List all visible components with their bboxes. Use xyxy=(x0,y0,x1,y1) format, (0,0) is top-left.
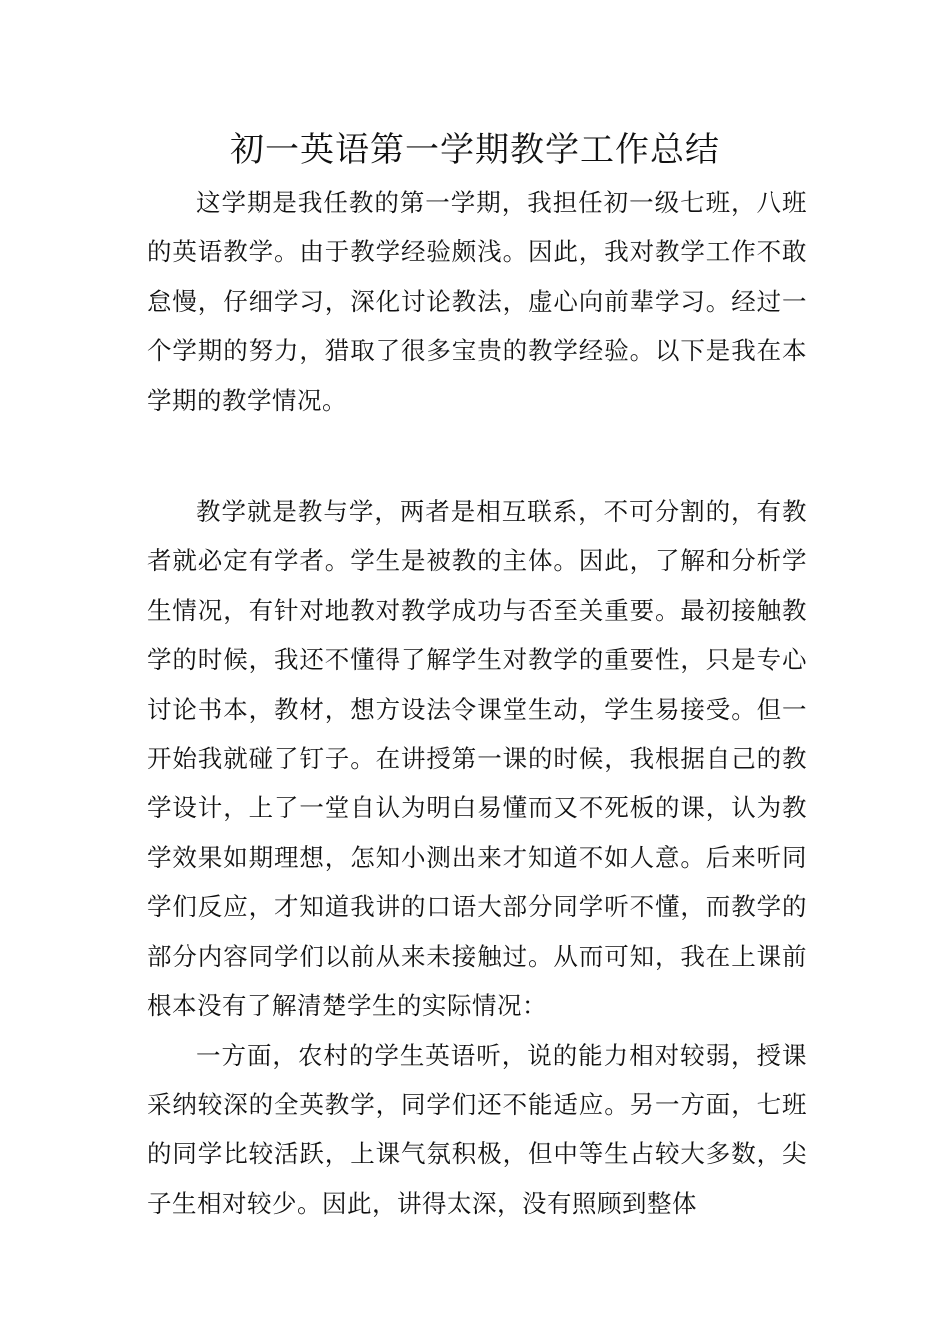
paragraph-teaching: 教学就是教与学，两者是相互联系，不可分割的，有教者就必定有学者。学生是被教的主体。因此，了解和分析学生情况，有针对地教对教学成功与否至关重要。最初接触教学的时候，我还不懂得了解学生对教学的重要性，只是专心讨论书本，教材，想方设法令课堂生动，学生易接受。但一开始我就碰了钉子。在讲授第一课的时候，我根据自己的教学设计，上了一堂自认为明白易懂而又不死板的课，认为教学效果如期理想，怎知小测出来才知道不如人意。后来听同学们反应，才知道我讲的口语大部分同学听不懂，而教学的部分内容同学们以前从来未接触过。从而可知，我在上课前根本没有了解清楚学生的实际情况： xyxy=(147,497,807,1021)
paragraph-spacer xyxy=(147,425,807,487)
paragraph-intro: 这学期是我任教的第一学期，我担任初一级七班，八班的英语教学。由于教学经验颇浅。因此，我对教学工作不敢怠慢，仔细学习，深化讨论教法，虚心向前辈学习。经过一个学期的努力，猎取了很多宝贵的教学经验。以下是我在本学期的教学情况。 xyxy=(147,188,807,415)
document-body xyxy=(147,178,807,1228)
document-title: 初一英语第一学期教学工作总结 xyxy=(230,130,720,170)
paragraph-analysis: 一方面，农村的学生英语听，说的能力相对较弱，授课采纳较深的全英教学，同学们还不能适应。另一方面，七班的同学比较活跃，上课气氛积极，但中等生占较大多数，尖子生相对较少。因此，讲得太深，没有照顾到整体 xyxy=(147,1040,807,1218)
